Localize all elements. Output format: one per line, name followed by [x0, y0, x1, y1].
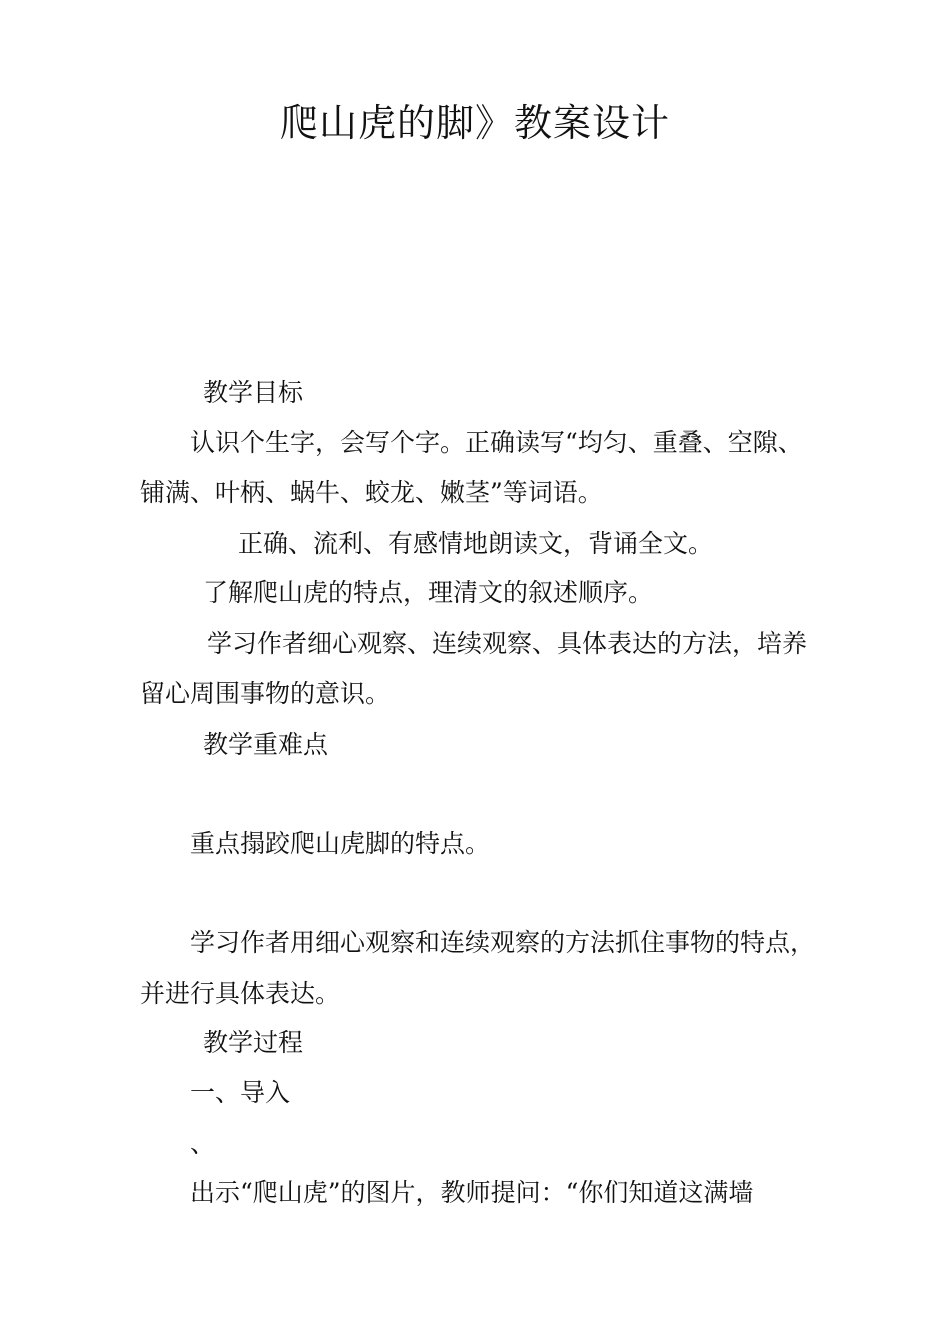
heading-key-points: 教学重难点 [203, 730, 329, 759]
paragraph-line: 铺满、叶柄、蜗牛、蛟龙、嫩茎”等词语。 [140, 478, 603, 507]
paragraph-line: 重点搨跤爬山虎脚的特点。 [190, 829, 491, 858]
paragraph-line: 学习作者用细心观察和连续观察的方法抓住事物的特点， [190, 928, 816, 957]
heading-teaching-process: 教学过程 [203, 1028, 304, 1057]
paragraph-line: 正确、流利、有感情地朗读文，背诵全文。 [238, 529, 714, 558]
paragraph-line: 并进行具体表达。 [140, 979, 341, 1008]
section-heading: 一、导入 [190, 1078, 291, 1107]
paragraph-line: 了解爬山虎的特点，理清文的叙述顺序。 [203, 578, 654, 607]
paragraph-line: 出示“爬山虎”的图片，教师提问：“你们知道这满墙 [190, 1178, 754, 1207]
paragraph-line: 学习作者细心观察、连续观察、具体表达的方法，培养 [207, 629, 808, 658]
paragraph-line: 留心周围事物的意识。 [140, 679, 391, 708]
document-title: 爬山虎的脚》教案设计 [279, 101, 670, 145]
paragraph-line: 、 [190, 1129, 216, 1158]
paragraph-line: 认识个生字，会写个字。正确读写“均匀、重叠、空隙、 [190, 428, 803, 457]
heading-teaching-goals: 教学目标 [203, 378, 304, 407]
